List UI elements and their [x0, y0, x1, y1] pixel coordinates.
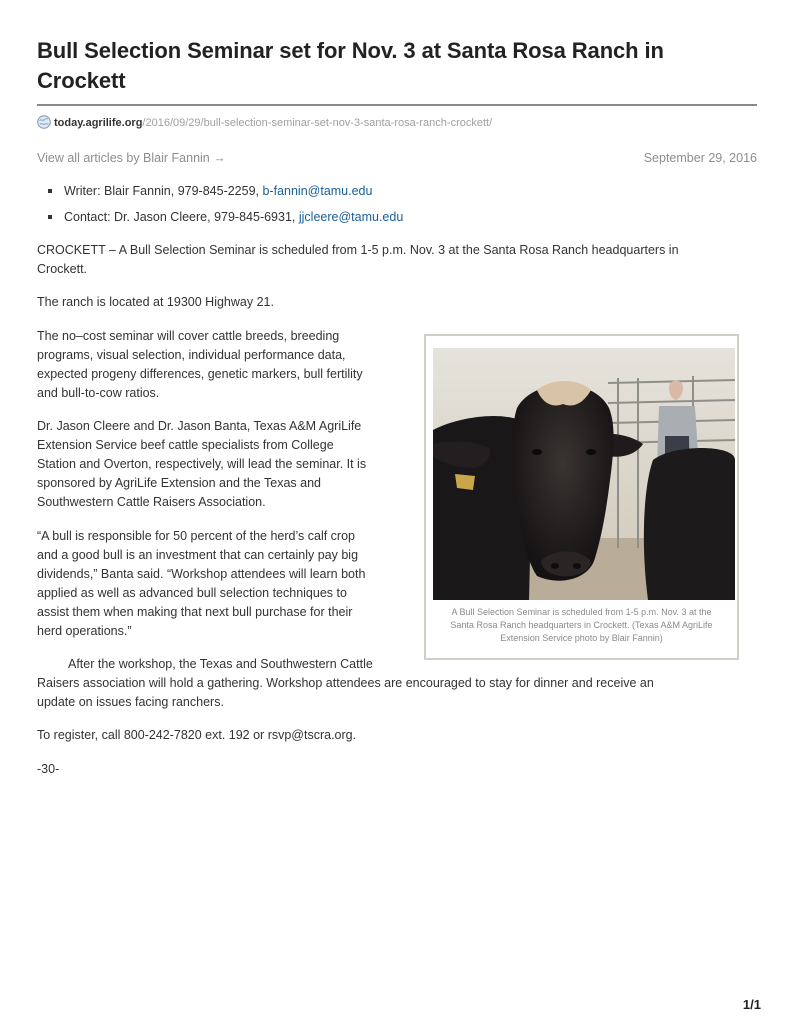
paragraph-quote — [37, 527, 417, 641]
text-line: Raisers association will hold a gathering. Workshop attendees are encouraged to stay for dinner and receive an — [37, 676, 654, 690]
text-line: herd operations.” — [37, 624, 132, 638]
contact-item-contact — [37, 208, 757, 226]
byline — [37, 149, 757, 167]
title-divider — [37, 104, 757, 106]
article-title: Bull Selection Seminar set for Nov. 3 at Santa Rosa Ranch in Crockett — [37, 38, 664, 93]
text-line: “A bull is responsible for 50 percent of the herd’s calf crop — [37, 529, 355, 543]
paragraph-speakers — [37, 417, 417, 512]
text-line: expected progeny differences, genetic markers, bull fertility — [37, 367, 363, 381]
text-line: and bull-to-cow ratios. — [37, 386, 160, 400]
paragraph-location: The ranch is located at 19300 Highway 21. — [37, 295, 274, 309]
text-line: programs, visual selection, individual performance data, — [37, 348, 346, 362]
page-number: 1/1 — [742, 997, 761, 1012]
text-line: Dr. Jason Cleere and Dr. Jason Banta, Texas A&M AgriLife — [37, 419, 362, 433]
text-line: Crockett. — [37, 262, 88, 276]
source-url[interactable] — [37, 114, 492, 132]
paragraph-gathering — [37, 655, 762, 712]
article-figure — [424, 334, 739, 660]
author-articles-link[interactable]: View all articles by Blair Fannin → — [37, 151, 226, 165]
source-domain[interactable]: today.agrilife.org — [54, 117, 143, 129]
text-line: dividends,” Banta said. “Workshop attendees will learn both — [37, 567, 366, 581]
caption-line: Santa Rosa Ranch headquarters in Crockett. (Texas A&M AgriLife — [450, 620, 713, 630]
contact-item-writer — [37, 182, 757, 200]
source-path[interactable]: /2016/09/29/bull-selection-seminar-set-nov-3-santa-rosa-ranch-crockett/ — [142, 117, 493, 129]
bull-photo[interactable] — [433, 348, 735, 600]
text-line: Extension Service beef cattle specialists from College — [37, 438, 334, 452]
text-line: update on issues facing ranchers. — [37, 695, 224, 709]
text-line: applied as well as advanced bull selection techniques to — [37, 586, 347, 600]
photo-caption — [432, 606, 731, 645]
text-line: Southwestern Cattle Raisers Association. — [37, 495, 266, 509]
email-link[interactable]: b-fannin@tamu.edu — [262, 184, 373, 198]
text-line: Station and Overton, respectively, will lead the seminar. It is — [37, 457, 367, 471]
contact-text: Writer: Blair Fannin, 979-845-2259, — [64, 184, 263, 198]
contact-list — [37, 182, 757, 234]
text-line: assist them when making that next bull purchase for their — [37, 605, 353, 619]
text-line: The no–cost seminar will cover cattle breeds, breeding — [37, 329, 340, 343]
text-line: CROCKETT – A Bull Selection Seminar is scheduled from 1-5 p.m. Nov. 3 at the Santa Rosa Ranch headquarters in — [37, 243, 679, 257]
text-line: and a good bull is an investment that can certainly pay big — [37, 548, 359, 562]
globe-icon — [37, 115, 51, 129]
paragraph-register: To register, call 800-242-7820 ext. 192 or rsvp@tscra.org. — [37, 728, 357, 742]
publish-date: September 29, 2016 — [643, 151, 757, 165]
paragraph-topics — [37, 327, 417, 403]
caption-line: Extension Service photo by Blair Fannin) — [500, 633, 663, 643]
text-line: After the workshop, the Texas and Southwestern Cattle — [68, 657, 373, 671]
bullet — [48, 215, 52, 219]
text-line: sponsored by AgriLife Extension and the Texas and — [37, 476, 321, 490]
email-link[interactable]: jjcleere@tamu.edu — [298, 210, 404, 224]
caption-line: A Bull Selection Seminar is scheduled from 1-5 p.m. Nov. 3 at the — [451, 607, 712, 617]
bullet — [48, 189, 52, 193]
contact-text: Contact: Dr. Jason Cleere, 979-845-6931, — [64, 210, 299, 224]
end-marker: -30- — [37, 762, 60, 776]
paragraph-intro — [37, 241, 762, 279]
